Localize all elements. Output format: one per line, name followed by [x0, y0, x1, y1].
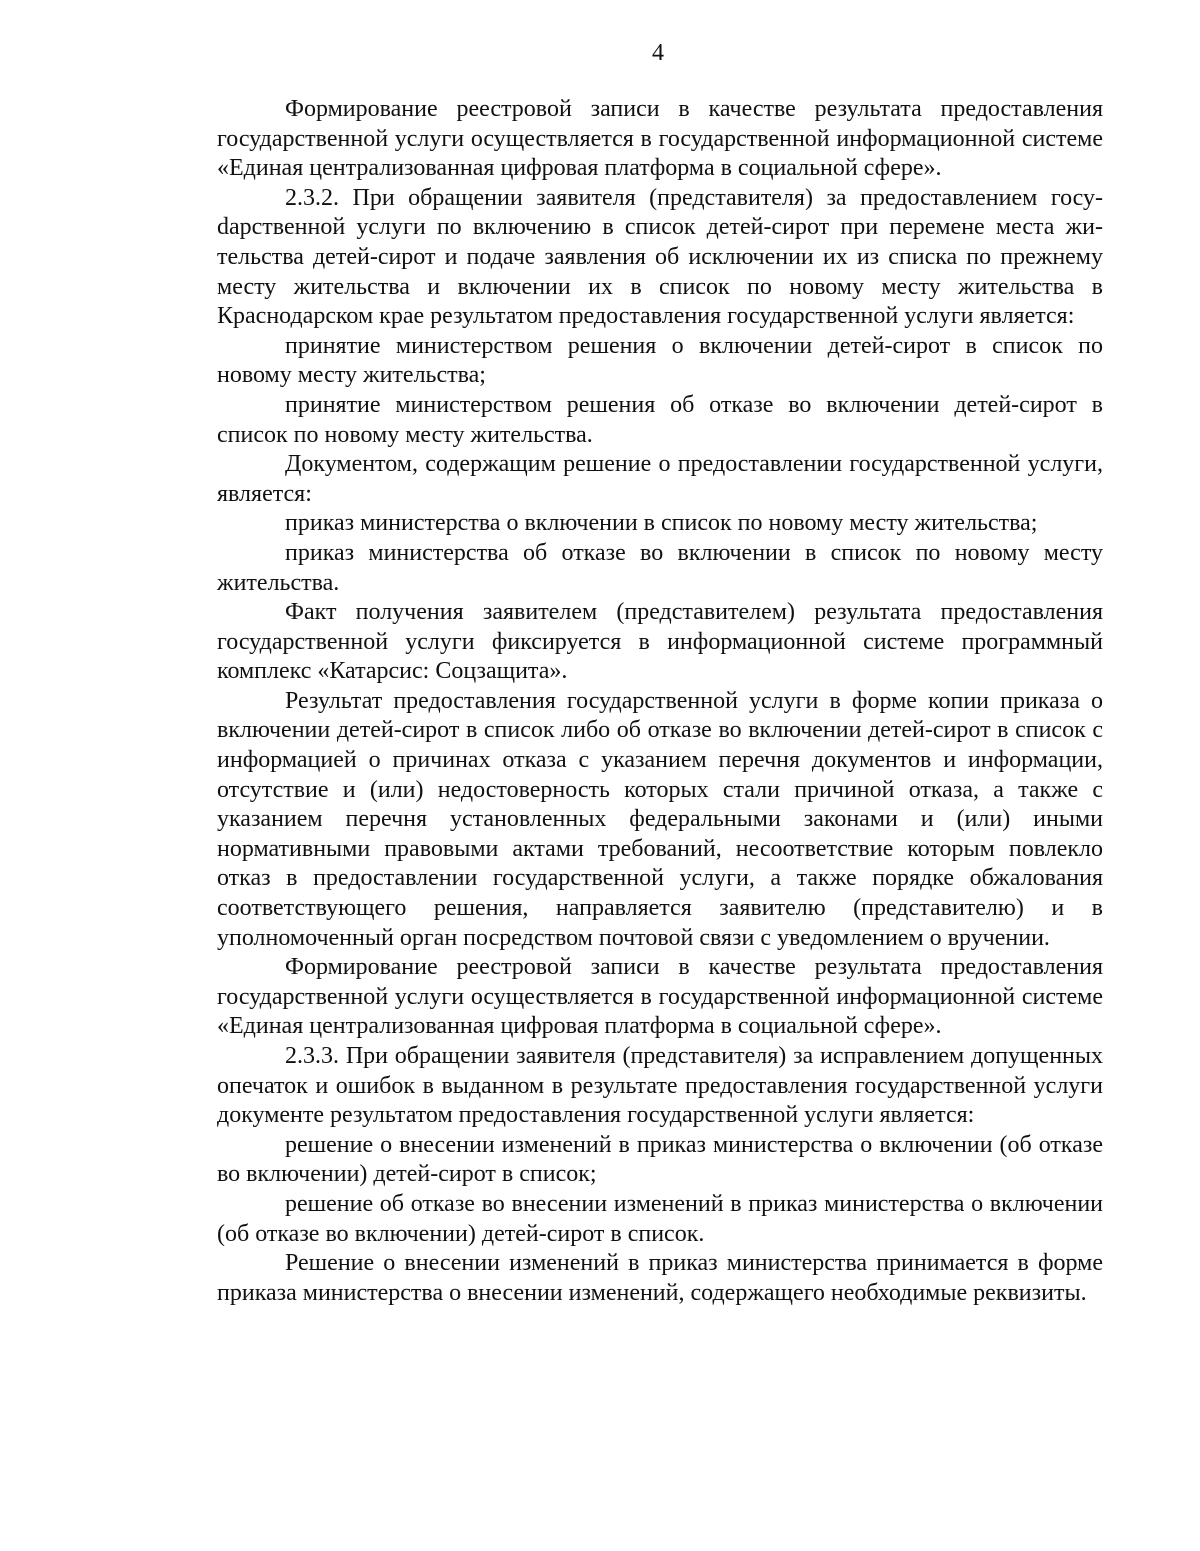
paragraph-receipt-fact: Факт получения заявителем (представителем) результата предоставления государственной услуги фиксируется в информационной системе программный комплекс «Катарсис: Соцзащита». [217, 599, 1103, 685]
list-item-refusal-order: приказ министерства об отказе во включении в список по новому месту жительства. [217, 539, 1103, 596]
paragraph-result-copy: Результат предоставления государственной услуги в форме копии приказа о включении детей-сирот в список либо об отказе во включении детей-сирот в список с информацией о причинах отказа с указанием перечня документов и информации, отсутствие и (или) недостоверность которых стали причиной отказа, а также с указанием перечня установленных федеральными законами и (или) иными нормативными правовыми актами требований, несоответствие которым повлекло отказ в предоставлении государственной услуги, а также порядке обжалования соответствующего решения, направляется заявителю (представителю) и в уполномоченный орган посредством почтовой связи с уведомлением о вручении. [217, 687, 1103, 951]
paragraph-registry-record-1: Формирование реестровой записи в качестве результата предоставления государственной услуги осуществляется в государственной информационной системе «Единая централизованная цифровая платформа в социальной сфере». [217, 96, 1103, 182]
paragraph-registry-record-2: Формирование реестровой записи в качестве результата предоставления государственной услуги осуществляется в государственной информационной системе «Единая централизованная цифровая платформа в социальной сфере». [217, 954, 1103, 1040]
page-number: 4 [652, 40, 664, 66]
list-item-inclusion-decision: принятие министерством решения о включении детей-сирот в список по новому месту жительства; [217, 332, 1103, 389]
document-body [217, 95, 1103, 1308]
list-item-inclusion-order: приказ министерства о включении в список по новому месту жительства; [285, 510, 1038, 537]
list-item-refusal-decision: принятие министерством решения об отказе во включении детей-сирот в список по новому месту жительства. [217, 391, 1103, 448]
list-item-amend-decision: решение о внесении изменений в приказ министерства о включении (об отказе во включении) детей-сирот в список; [217, 1131, 1103, 1188]
paragraph-2-3-2: 2.3.2. При обращении заявителя (представителя) за предоставлением госуdарственной услуги по включению в список детей-сирот при перемене места жительства детей-сирот и подаче заявления об исключении их из списка по прежнему месту жительства и включении их в список по новому месту жительства в Краснодарском крае результатом предоставления государственной услуги является: [217, 184, 1103, 330]
paragraph-2-3-3: 2.3.3. При обращении заявителя (представителя) за исправлением допущенных опечаток и ошибок в выданном в результате предоставления государственной услуги документе результатом предоставления государственной услуги является: [217, 1043, 1103, 1129]
paragraph-amend-order-form: Решение о внесении изменений в приказ министерства принимается в форме приказа министерства о внесении изменений, содержащего необходимые реквизиты. [217, 1250, 1103, 1306]
list-item-amend-refusal: решение об отказе во внесении изменений в приказ министерства о включении (об отказе во включении) детей-сирот в список. [217, 1190, 1103, 1247]
paragraph-decision-document: Документом, содержащим решение о предоставлении государственной услуги, является: [217, 451, 1103, 507]
